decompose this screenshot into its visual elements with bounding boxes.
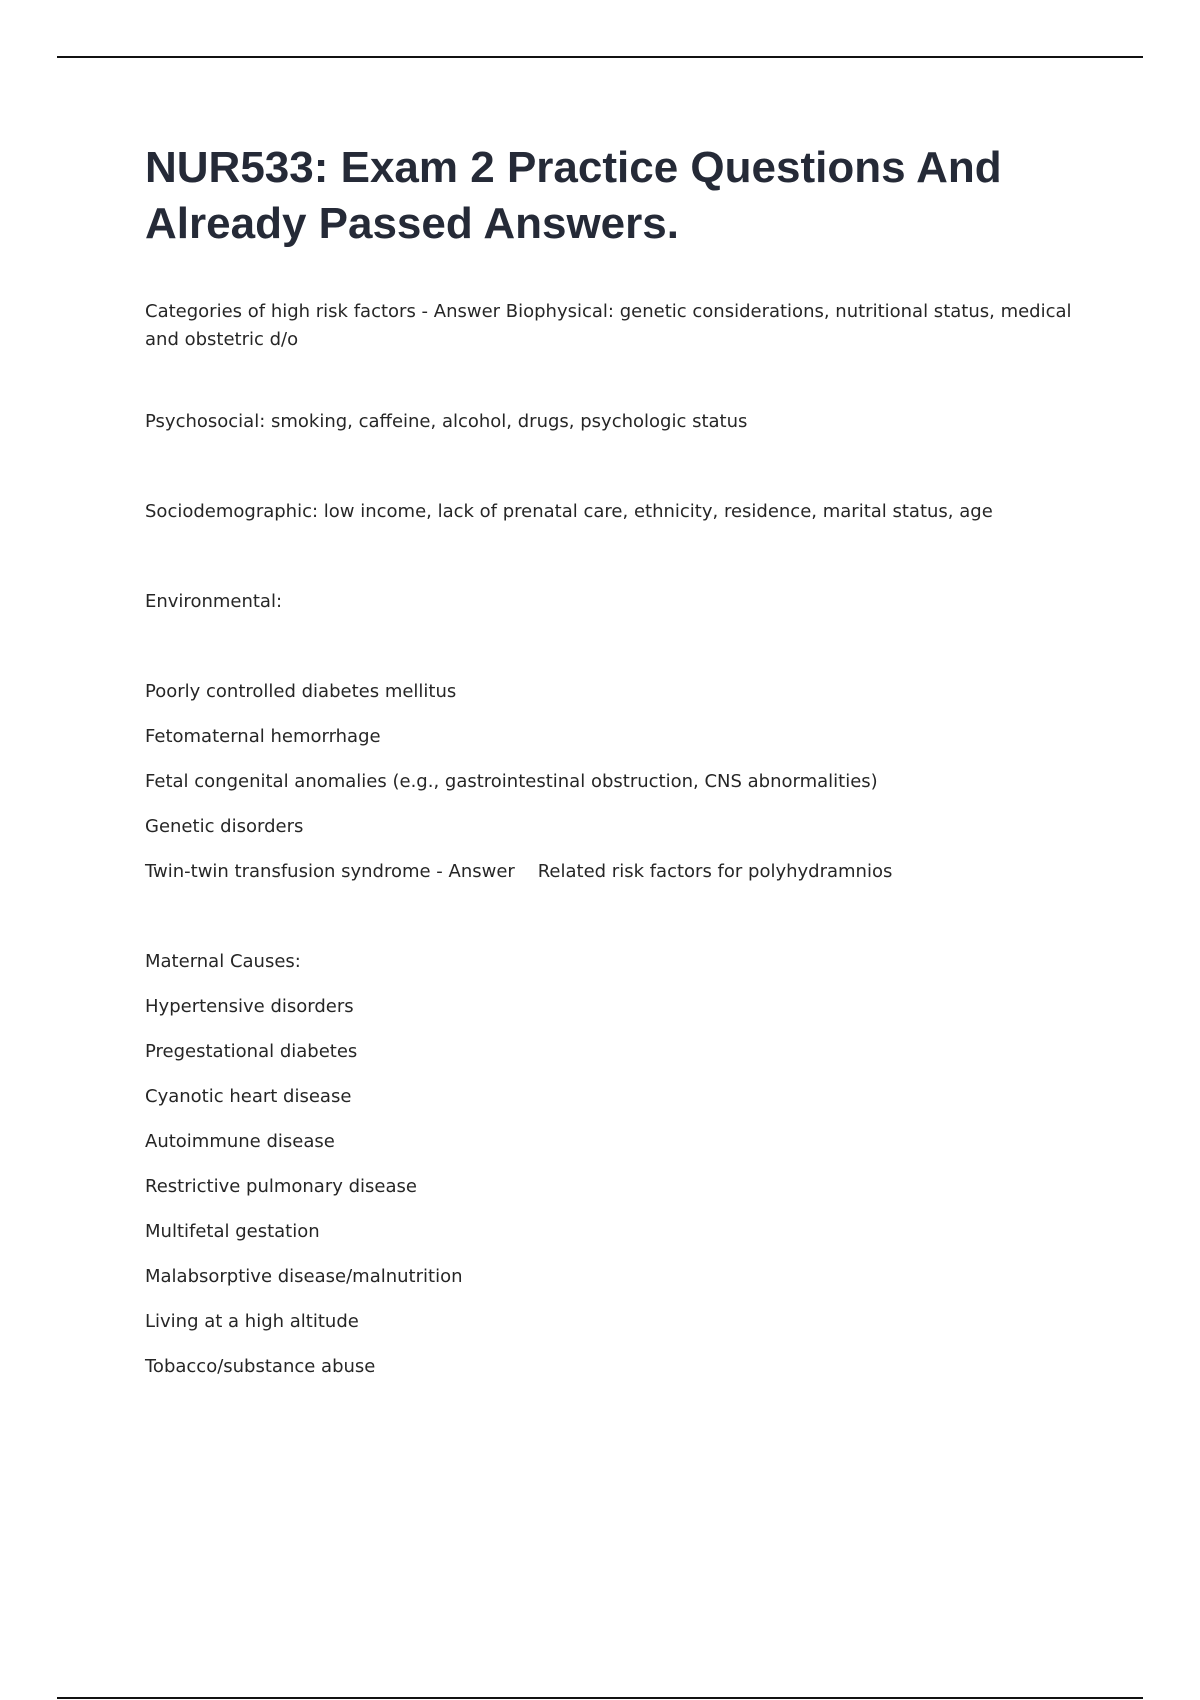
paragraph-sociodemographic: Sociodemographic: low income, lack of prenatal care, ethnicity, residence, marital status, age (145, 501, 993, 522)
document-body (145, 140, 1095, 1389)
list-item: Poorly controlled diabetes mellitus (145, 681, 457, 702)
blank-line (145, 444, 1095, 489)
top-rule (57, 56, 1143, 58)
document-title: NUR533: Exam 2 Practice Questions And Already Passed Answers. (145, 143, 1002, 248)
list-item: Restrictive pulmonary disease (145, 1176, 417, 1197)
blank-line (145, 894, 1095, 939)
bottom-rule (57, 1697, 1143, 1699)
list-item: Fetal congenital anomalies (e.g., gastrointestinal obstruction, CNS abnormalities) (145, 771, 878, 792)
list-item: Autoimmune disease (145, 1131, 335, 1152)
paragraph-categories: Categories of high risk factors - Answer Biophysical: genetic considerations, nutritional status, medical and obstetric d/o (145, 301, 1072, 350)
list-item: Cyanotic heart disease (145, 1086, 352, 1107)
list-maternal-causes (145, 984, 1095, 1389)
blank-line (145, 354, 1095, 399)
blank-line (145, 624, 1095, 669)
list-item: Malabsorptive disease/malnutrition (145, 1266, 463, 1287)
list-item: Twin-twin transfusion syndrome - Answer Related risk factors for polyhydramnios (145, 861, 893, 882)
list-item: Fetomaternal hemorrhage (145, 726, 381, 747)
list-item: Multifetal gestation (145, 1221, 320, 1242)
list-item: Living at a high altitude (145, 1311, 359, 1332)
maternal-causes-heading: Maternal Causes: (145, 951, 301, 972)
list-item: Pregestational diabetes (145, 1041, 358, 1062)
list-item: Hypertensive disorders (145, 996, 354, 1017)
list-item: Genetic disorders (145, 816, 304, 837)
paragraph-psychosocial: Psychosocial: smoking, caffeine, alcohol, drugs, psychologic status (145, 411, 748, 432)
paragraph-environmental: Environmental: (145, 591, 283, 612)
list-item: Tobacco/substance abuse (145, 1356, 376, 1377)
blank-line (145, 534, 1095, 579)
list-risk-factors (145, 669, 1095, 894)
